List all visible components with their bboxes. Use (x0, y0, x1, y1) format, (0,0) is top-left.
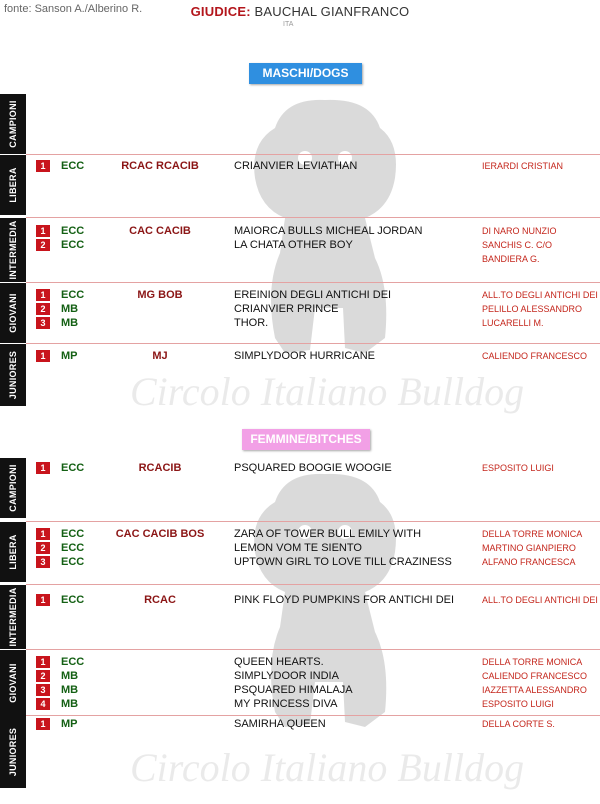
class-tag-intermedia: INTERMEDIA (0, 585, 26, 649)
qualification: MB (61, 698, 79, 710)
source-credit: fonte: Sanson A./Alberino R. (4, 3, 143, 15)
owner: ESPOSITO LUIGI (482, 699, 554, 709)
position-badge: 3 (36, 556, 50, 568)
divider (26, 217, 600, 218)
owner: ALL.TO DEGLI ANTICHI DEI (482, 290, 598, 300)
position-badge: 1 (36, 160, 50, 172)
position-badge: 1 (36, 656, 50, 668)
judge-line (0, 4, 600, 19)
divider (26, 282, 600, 283)
judge-name: BAUCHAL GIANFRANCO (254, 4, 410, 19)
class-tag-juniores: JUNIORES (0, 716, 26, 788)
result-row (0, 316, 600, 330)
position-badge: 1 (36, 225, 50, 237)
dog-name: CRIANVIER LEVIATHAN (234, 160, 358, 172)
result-row (0, 541, 600, 555)
award: RCACIB (138, 462, 182, 474)
result-row (0, 593, 600, 607)
position-badge: 2 (36, 239, 50, 251)
owner: CALIENDO FRANCESCO (482, 351, 588, 361)
position-badge: 1 (36, 350, 50, 362)
owner: ALL.TO DEGLI ANTICHI DEI (482, 595, 598, 605)
result-row (0, 717, 600, 731)
dog-name: MAIORCA BULLS MICHEAL JORDAN (234, 225, 423, 237)
dog-name: PINK FLOYD PUMPKINS FOR ANTICHI DEI (234, 594, 455, 606)
award: CAC CACIB (129, 225, 191, 237)
owner: LUCARELLI M. (482, 318, 544, 328)
position-badge: 3 (36, 317, 50, 329)
position-badge: 1 (36, 718, 50, 730)
owner: DELLA TORRE MONICA (482, 657, 583, 667)
result-row (0, 238, 600, 264)
dog-name: ZARA OF TOWER BULL EMILY WITH (234, 528, 422, 540)
result-row (0, 697, 600, 711)
award: MG BOB (137, 289, 183, 301)
result-row (0, 555, 600, 569)
owner: IERARDI CRISTIAN (482, 161, 564, 171)
result-row (0, 159, 600, 173)
award: CAC CACIB BOS (115, 528, 205, 540)
class-tag-libera: LIBERA (0, 155, 26, 215)
dog-name: UPTOWN GIRL TO LOVE TILL CRAZINESS (234, 556, 452, 568)
males-header: MASCHI/DOGS (249, 63, 362, 84)
class-tag-campioni: CAMPIONI (0, 94, 26, 154)
result-row (0, 349, 600, 363)
position-badge: 1 (36, 594, 50, 606)
qualification: ECC (61, 594, 85, 606)
dog-name: LA CHATA OTHER BOY (234, 239, 353, 251)
qualification: ECC (61, 239, 85, 251)
result-row (0, 288, 600, 302)
dog-name: PSQUARED BOOGIE WOOGIE (234, 462, 392, 474)
dog-name: QUEEN HEARTS. (234, 656, 324, 668)
dog-name: THOR. (234, 317, 269, 329)
qualification: MB (61, 670, 79, 682)
watermark-text-top: Circolo Italiano Bulldog (130, 369, 525, 414)
result-row (0, 224, 600, 238)
class-tag-campioni: CAMPIONI (0, 458, 26, 518)
class-tag-intermedia: INTERMEDIA (0, 218, 26, 282)
dog-name: LEMON VOM TE SIENTO (234, 542, 362, 554)
class-tag-libera: LIBERA (0, 522, 26, 582)
judge-country: ITA (283, 21, 294, 28)
qualification: ECC (61, 160, 85, 172)
owner: MARTINO GIANPIERO (482, 543, 576, 553)
class-tag-juniores: JUNIORES (0, 344, 26, 406)
dog-name: SIMPLYDOOR HURRICANE (234, 350, 375, 362)
position-badge: 3 (36, 684, 50, 696)
dog-name: EREINION DEGLI ANTICHI DEI (234, 289, 392, 301)
qualification: MB (61, 317, 79, 329)
award: MJ (152, 350, 168, 362)
award: RCAC RCACIB (121, 160, 199, 172)
owner: SANCHIS C. C/O BANDIERA G. (482, 240, 553, 264)
position-badge: 2 (36, 542, 50, 554)
qualification: MP (61, 350, 78, 362)
position-badge: 2 (36, 303, 50, 315)
class-tag-giovani: GIOVANI (0, 283, 26, 343)
result-row (0, 302, 600, 316)
class-tag-giovani: GIOVANI (0, 650, 26, 716)
award: RCAC (144, 594, 176, 606)
owner: DELLA CORTE S. (482, 719, 555, 729)
owner: CALIENDO FRANCESCO (482, 671, 588, 681)
position-badge: 1 (36, 462, 50, 474)
position-badge: 4 (36, 698, 50, 710)
qualification: MB (61, 303, 79, 315)
qualification: MP (61, 718, 78, 730)
position-badge: 2 (36, 670, 50, 682)
qualification: ECC (61, 556, 85, 568)
position-badge: 1 (36, 289, 50, 301)
divider (26, 649, 600, 650)
qualification: ECC (61, 225, 85, 237)
dog-name: CRIANVIER PRINCE (234, 303, 339, 315)
qualification: ECC (61, 542, 85, 554)
watermark-text-bottom: Circolo Italiano Bulldog (130, 745, 525, 790)
dog-name: SAMIRHA QUEEN (234, 718, 326, 730)
dog-name: SIMPLYDOOR INDIA (234, 670, 339, 682)
qualification: ECC (61, 289, 85, 301)
divider (26, 154, 600, 155)
result-row (0, 527, 600, 541)
qualification: ECC (61, 462, 85, 474)
result-row (0, 655, 600, 669)
result-row (0, 461, 600, 475)
result-row (0, 669, 600, 683)
judge-label: GIUDICE: (190, 4, 251, 19)
owner: DI NARO NUNZIO (482, 226, 557, 236)
divider (26, 584, 600, 585)
position-badge: 1 (36, 528, 50, 540)
qualification: ECC (61, 528, 85, 540)
result-row (0, 683, 600, 697)
divider (26, 521, 600, 522)
females-header: FEMMINE/BITCHES (242, 429, 370, 450)
owner: ALFANO FRANCESCA (482, 557, 576, 567)
dog-name: MY PRINCESS DIVA (234, 698, 338, 710)
owner: ESPOSITO LUIGI (482, 463, 554, 473)
qualification: MB (61, 684, 79, 696)
divider (26, 343, 600, 344)
owner: DELLA TORRE MONICA (482, 529, 583, 539)
owner: IAZZETTA ALESSANDRO (482, 685, 587, 695)
dog-name: PSQUARED HIMALAJA (234, 684, 353, 696)
owner: PELILLO ALESSANDRO (482, 304, 583, 314)
qualification: ECC (61, 656, 85, 668)
divider (26, 715, 600, 716)
